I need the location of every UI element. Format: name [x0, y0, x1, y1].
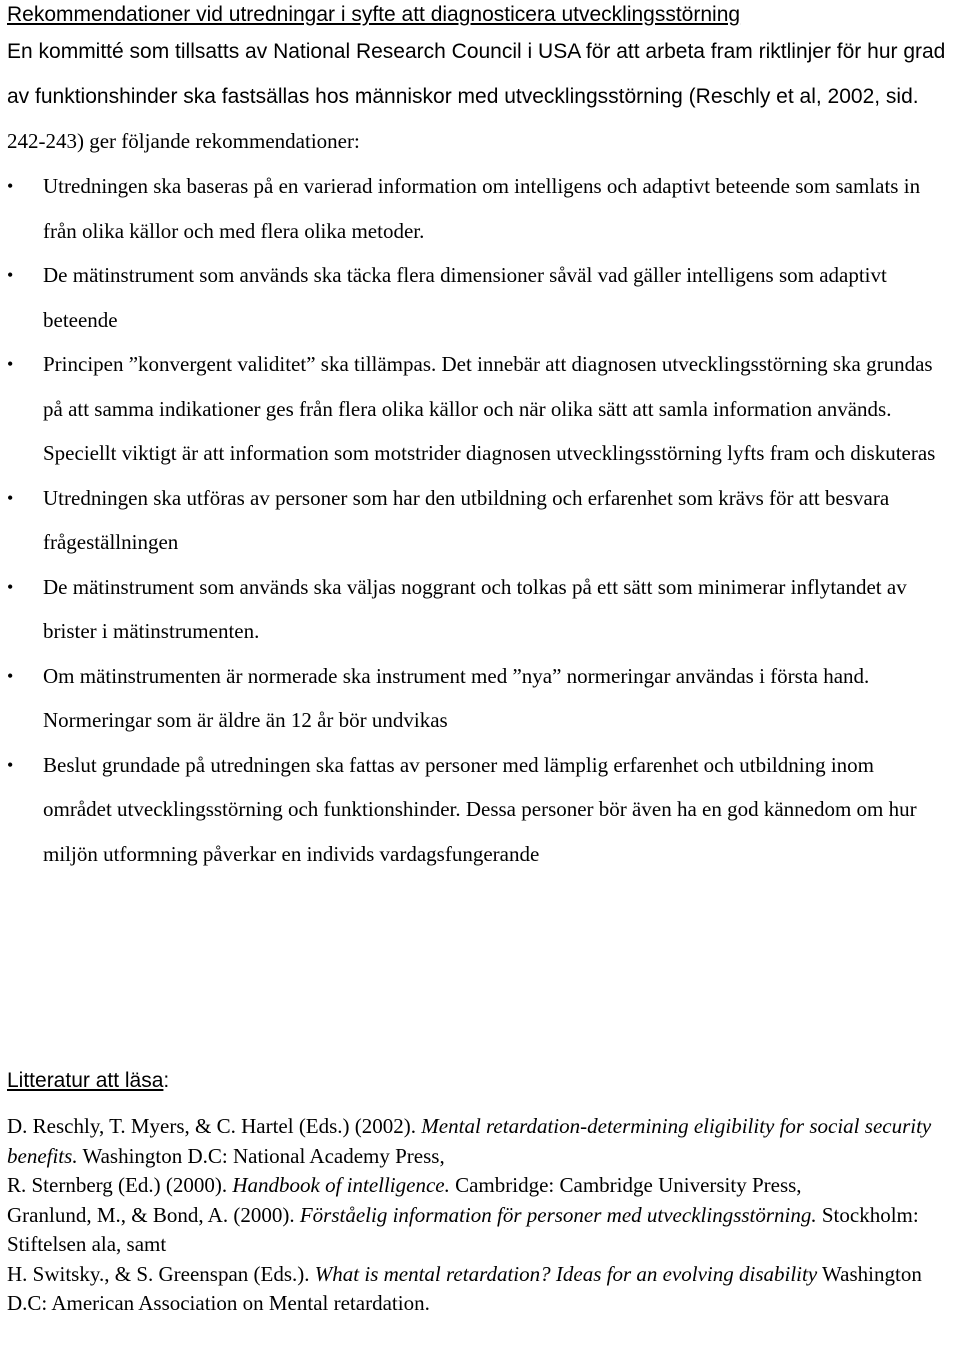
recommendation-item — [7, 743, 948, 877]
recommendation-text: Utredningen ska baseras på en varierad information om intelligens och adaptivt beteende som samlats in från olika källor och med flera olika metoder. — [43, 174, 921, 243]
recommendation-text: Utredningen ska utföras av personer som har den utbildning och erfarenhet som krävs för att besvara frågeställningen — [43, 485, 890, 554]
intro-text-serif: 242-243) ger följande rekommendationer: — [7, 129, 360, 153]
reference-publisher: Washington D.C: National Academy Press, — [77, 1143, 445, 1168]
reference-item — [7, 1260, 952, 1319]
recommendation-item — [7, 654, 948, 743]
recommendation-item — [7, 342, 948, 476]
recommendation-item — [7, 253, 948, 342]
reference-item — [7, 1171, 952, 1201]
literature-heading — [7, 1066, 169, 1096]
reference-publisher: Cambridge: Cambridge University Press, — [449, 1173, 802, 1197]
bullet-icon: • — [7, 354, 14, 374]
bullet-icon: • — [7, 265, 14, 285]
reference-list — [7, 1112, 952, 1319]
literature-title: Litteratur att läsa — [7, 1069, 164, 1092]
recommendation-list — [7, 164, 948, 876]
recommendation-item — [7, 565, 948, 654]
reference-title: Förståelig information för personer med utvecklingsstörning. — [299, 1202, 817, 1227]
literature-colon: : — [163, 1069, 170, 1092]
intro-paragraph — [7, 30, 948, 164]
recommendation-text: De mätinstrument som används ska väljas noggrant och tolkas på ett sätt som minimerar inflytandet av brister i mätinstrumenten. — [43, 574, 907, 643]
bullet-icon: • — [7, 487, 14, 508]
reference-authors: Granlund, M., & Bond, A. (2000). — [7, 1202, 300, 1227]
recommendation-text: Om mätinstrumenten är normerade ska instrument med ”nya” normeringar användas i första hand. Normeringar som är äldre än 12 år bör undvikas — [43, 663, 870, 732]
reference-authors: D. Reschly, T. Myers, & C. Hartel (Eds.) (2002). — [7, 1114, 422, 1138]
reference-item — [7, 1112, 952, 1171]
reference-authors: R. Sternberg (Ed.) (2000). — [7, 1173, 233, 1197]
reference-title: What is mental retardation? Ideas for an evolving disability — [314, 1261, 818, 1286]
bullet-icon: • — [7, 754, 14, 775]
recommendation-item — [7, 164, 948, 253]
page-heading: Rekommendationer vid utredningar i syfte att diagnosticera utvecklingsstörning — [7, 3, 741, 26]
recommendation-text: Principen ”konvergent validitet” ska tillämpas. Det innebär att diagnosen utvecklingsstörning ska grundas på att samma indikationer ges från flera olika källor och när olika sätt att samla information används. Speciellt viktigt är att information som motstrider diagnosen utvecklingsstörning lyfts fram och diskuteras — [43, 352, 936, 465]
bullet-icon: • — [7, 665, 14, 686]
reference-publisher: Washington D.C: American Association on Mental retardation. — [7, 1261, 922, 1315]
reference-title: Mental retardation-determining eligibility for social security benefits. — [7, 1114, 932, 1168]
reference-title: Handbook of intelligence. — [232, 1173, 450, 1197]
reference-authors: H. Switsky., & S. Greenspan (Eds.). — [7, 1261, 315, 1286]
bullet-icon: • — [7, 576, 14, 597]
reference-item — [7, 1201, 952, 1260]
bullet-icon: • — [7, 176, 14, 196]
recommendation-item — [7, 476, 948, 565]
recommendation-text: De mätinstrument som används ska täcka flera dimensioner såväl vad gäller intelligens som adaptivt beteende — [43, 263, 887, 332]
recommendation-text: Beslut grundade på utredningen ska fattas av personer med lämplig erfarenhet och utbildning inom området utvecklingsstörning och funktionshinder. Dessa personer bör även ha en god kännedom om hur miljön utformning påverkar en individs vardagsfungerande — [43, 752, 917, 866]
intro-text-sans: En kommitté som tillsatts av National Research Council i USA för att arbeta fram riktlinjer för hur grad av funktionshinder ska fastsällas hos människor med utvecklingsstörning (Reschly et al, 2002, sid. — [7, 40, 946, 108]
reference-publisher: Stockholm: Stiftelsen ala, samt — [7, 1202, 919, 1256]
